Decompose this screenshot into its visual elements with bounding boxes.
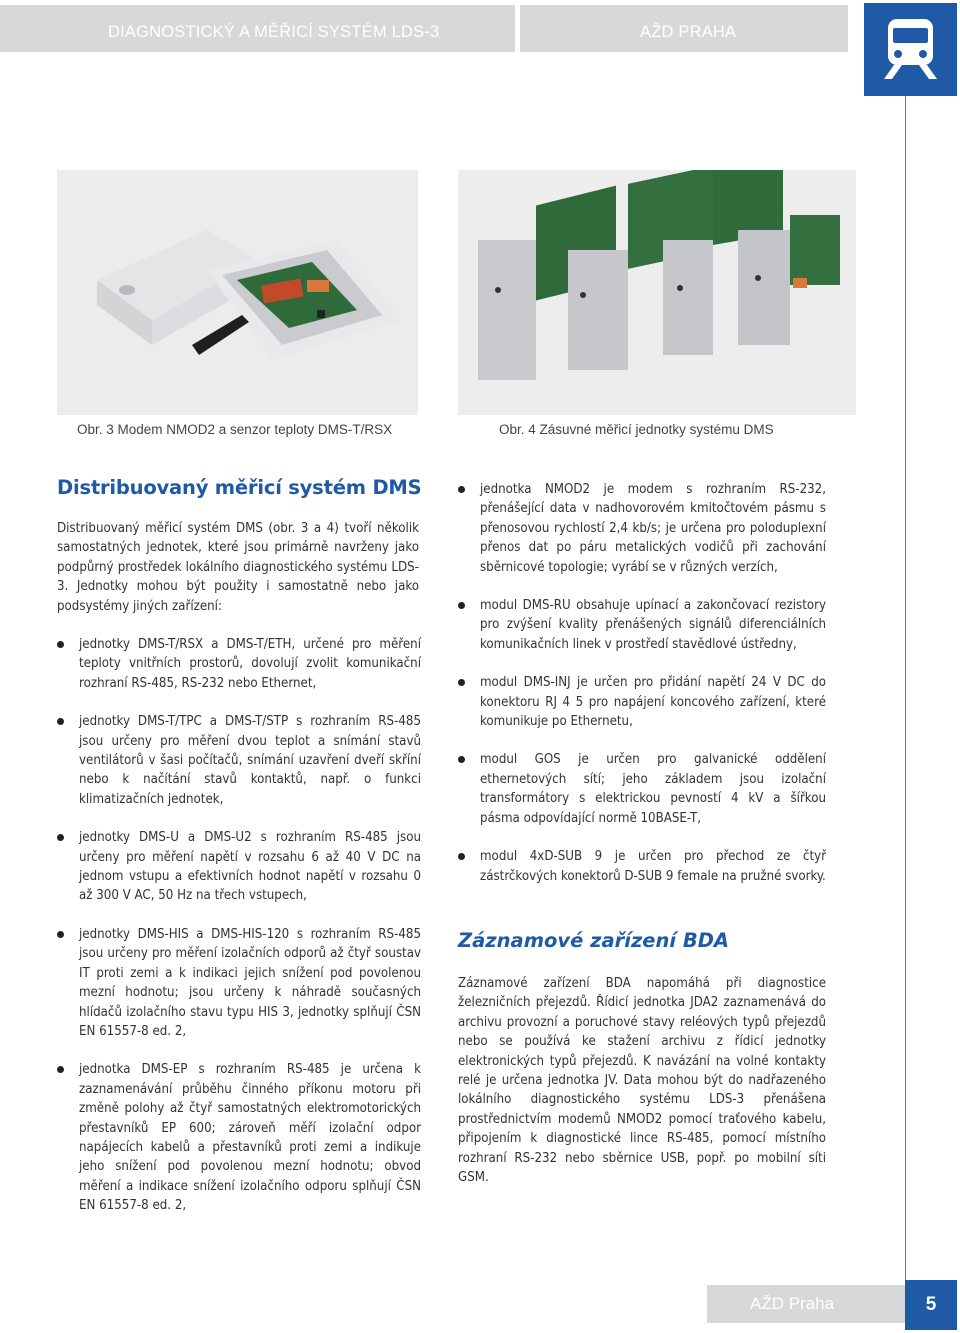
bullet-dot-icon (458, 602, 465, 609)
bullet-dot-icon (57, 718, 64, 725)
list-item: jednotky DMS-T/TPC a DMS-T/STP s rozhraním RS-485 jsou určeny pro měření dvou teplot a snímání stavů ventilátorů v šasi počítačů, snímání uzavření dveří skříní nebo k načítání stavů kontaktů, např. o funkci klimatizačních jednotek, (57, 712, 421, 809)
page-number: 5 (925, 1294, 937, 1315)
bullet-dot-icon (57, 834, 64, 841)
list-item: modul 4xD-SUB 9 je určen pro přechod ze čtyř zástrčkových konektorů D-SUB 9 female na pružné svorky. (458, 847, 826, 886)
list-item: modul DMS-INJ je určen pro přidání napětí 24 V DC do konektoru RJ 4 5 pro napájení koncového zařízení, které komunikuje po Ethernetu, (458, 673, 826, 731)
caption-obr-3: Obr. 3 Modem NMOD2 a senzor teploty DMS-T/RSX (77, 422, 393, 437)
logo (864, 3, 957, 96)
list-item: jednotky DMS-T/RSX a DMS-T/ETH, určené pro měření teploty vnitřních prostorů, dovolují zvolit komunikační rozhraní RS-485, RS-232 nebo Ethernet, (57, 635, 421, 693)
list-item: jednotka NMOD2 je modem s rozhraním RS-232, přenášející data v nadhovorovém kmitočtovém pásmu s přenosovou rychlostí 2,4 kb/s; je určena pro poloduplexní přenos dat po páru metalických vodičů při zachování sběrnicové topologie; vyrábí se v různých verzích, (458, 480, 826, 577)
bullet-dot-icon (57, 641, 64, 648)
section-title-bda: Záznamové zařízení BDA (458, 929, 730, 952)
dms-unit-list-left (57, 635, 421, 1216)
company-name: AŽD PRAHA (640, 23, 737, 41)
bda-paragraph: Záznamové zařízení BDA napomáhá při diagnostice železničních přejezdů. Řídicí jednotka JDA2 zaznamenává do archivu provozní a poruchové stavy reléových typů přejezdů nebo se používá ke stažení archivu z řídicí jednotky elektronických typů přejezdů. K navázání na volné kontakty relé je určena jednotka JV. Data mohou být do nadřazeného lokálního diagnostického systému LDS-3 přenášena prostřednictvím modemů NMOD2 pomocí traťového kabelu, připojením k diagnostické lince RS-485, pomocí místního rozhraní RS-232 nebo sběrnice USB, popř. po mobilní síti GSM. (458, 976, 826, 1186)
train-icon (882, 19, 939, 81)
list-item: jednotky DMS-HIS a DMS-HIS-120 s rozhraním RS-485 jsou určeny pro měření izolačních odporů až čtyř soustav IT proti zemi a k indikaci jejich snížení pod povolenou mezní hodnotu; jsou určeny k náhradě současných hlídačů izolačního stavu typu HIS 3, jednotky splňují ČSN EN 61557-8 ed. 2, (57, 925, 421, 1041)
list-item: modul GOS je určen pro galvanické oddělení ethernetových sítí; jeho základem jsou izolační transformátory s elektrickou pevností 4 kV a šířkou pásma odpovídající normě 10BASE-T, (458, 750, 826, 828)
photo-modem-nmod2 (57, 170, 418, 415)
header-bar-right (520, 5, 848, 52)
bullet-dot-icon (458, 756, 465, 763)
bullet-dot-icon (458, 853, 465, 860)
dms-unit-list-right (458, 480, 826, 886)
caption-obr-4: Obr. 4 Zásuvné měřicí jednotky systému DMS (499, 422, 774, 437)
page-number-box (905, 1280, 957, 1330)
intro-paragraph: Distribuovaný měřicí systém DMS (obr. 3 a 4) tvoří několik samostatných jednotek, které jsou primárně navrženy jako podpůrný prostředek lokálního diagnostického systému LDS-3. Jednotky mohou být použity i samostatně nebo jako podsystémy jiných zařízení: (57, 521, 419, 614)
footer-brand: AŽD Praha (750, 1294, 835, 1313)
bullet-dot-icon (57, 1066, 64, 1073)
list-item: jednotka DMS-EP s rozhraním RS-485 je určena k zaznamenávání průběhu činného příkonu motoru při změně polohy až čtyř samostatných elektromotorických přestavníků EP 600; zároveň měří izolační odpor napájecích kabelů a přestavníků proti zemi a indikuje jeho snížení pod povolenou mezní hodnotu; obvod měření a indikace snížení izolačního odporu splňují ČSN EN 61557-8 ed. 2, (57, 1060, 421, 1215)
header-bar-left (0, 5, 515, 52)
document-title: DIAGNOSTICKÝ A MĚŘICÍ SYSTÉM LDS-3 (108, 23, 440, 41)
list-item: jednotky DMS-U a DMS-U2 s rozhraním RS-485 jsou určeny pro měření napětí v rozsahu 6 až 40 V DC na jednom vstupu a efektivních hodnot napětí v rozsahu 0 až 300 V AC, 50 Hz na třech vstupech, (57, 828, 421, 906)
margin-rule (905, 96, 906, 1301)
bullet-dot-icon (57, 931, 64, 938)
bullet-dot-icon (458, 679, 465, 686)
list-item: modul DMS-RU obsahuje upínací a zakončovací rezistory pro zvýšení kvality přenášených signálů diferenciálních komunikačních linek v prostředí stavědlové ústředny, (458, 596, 826, 654)
bullet-dot-icon (458, 486, 465, 493)
photo-dms-units (458, 170, 856, 415)
section-title-dms: Distribuovaný měřicí systém DMS (57, 476, 422, 499)
